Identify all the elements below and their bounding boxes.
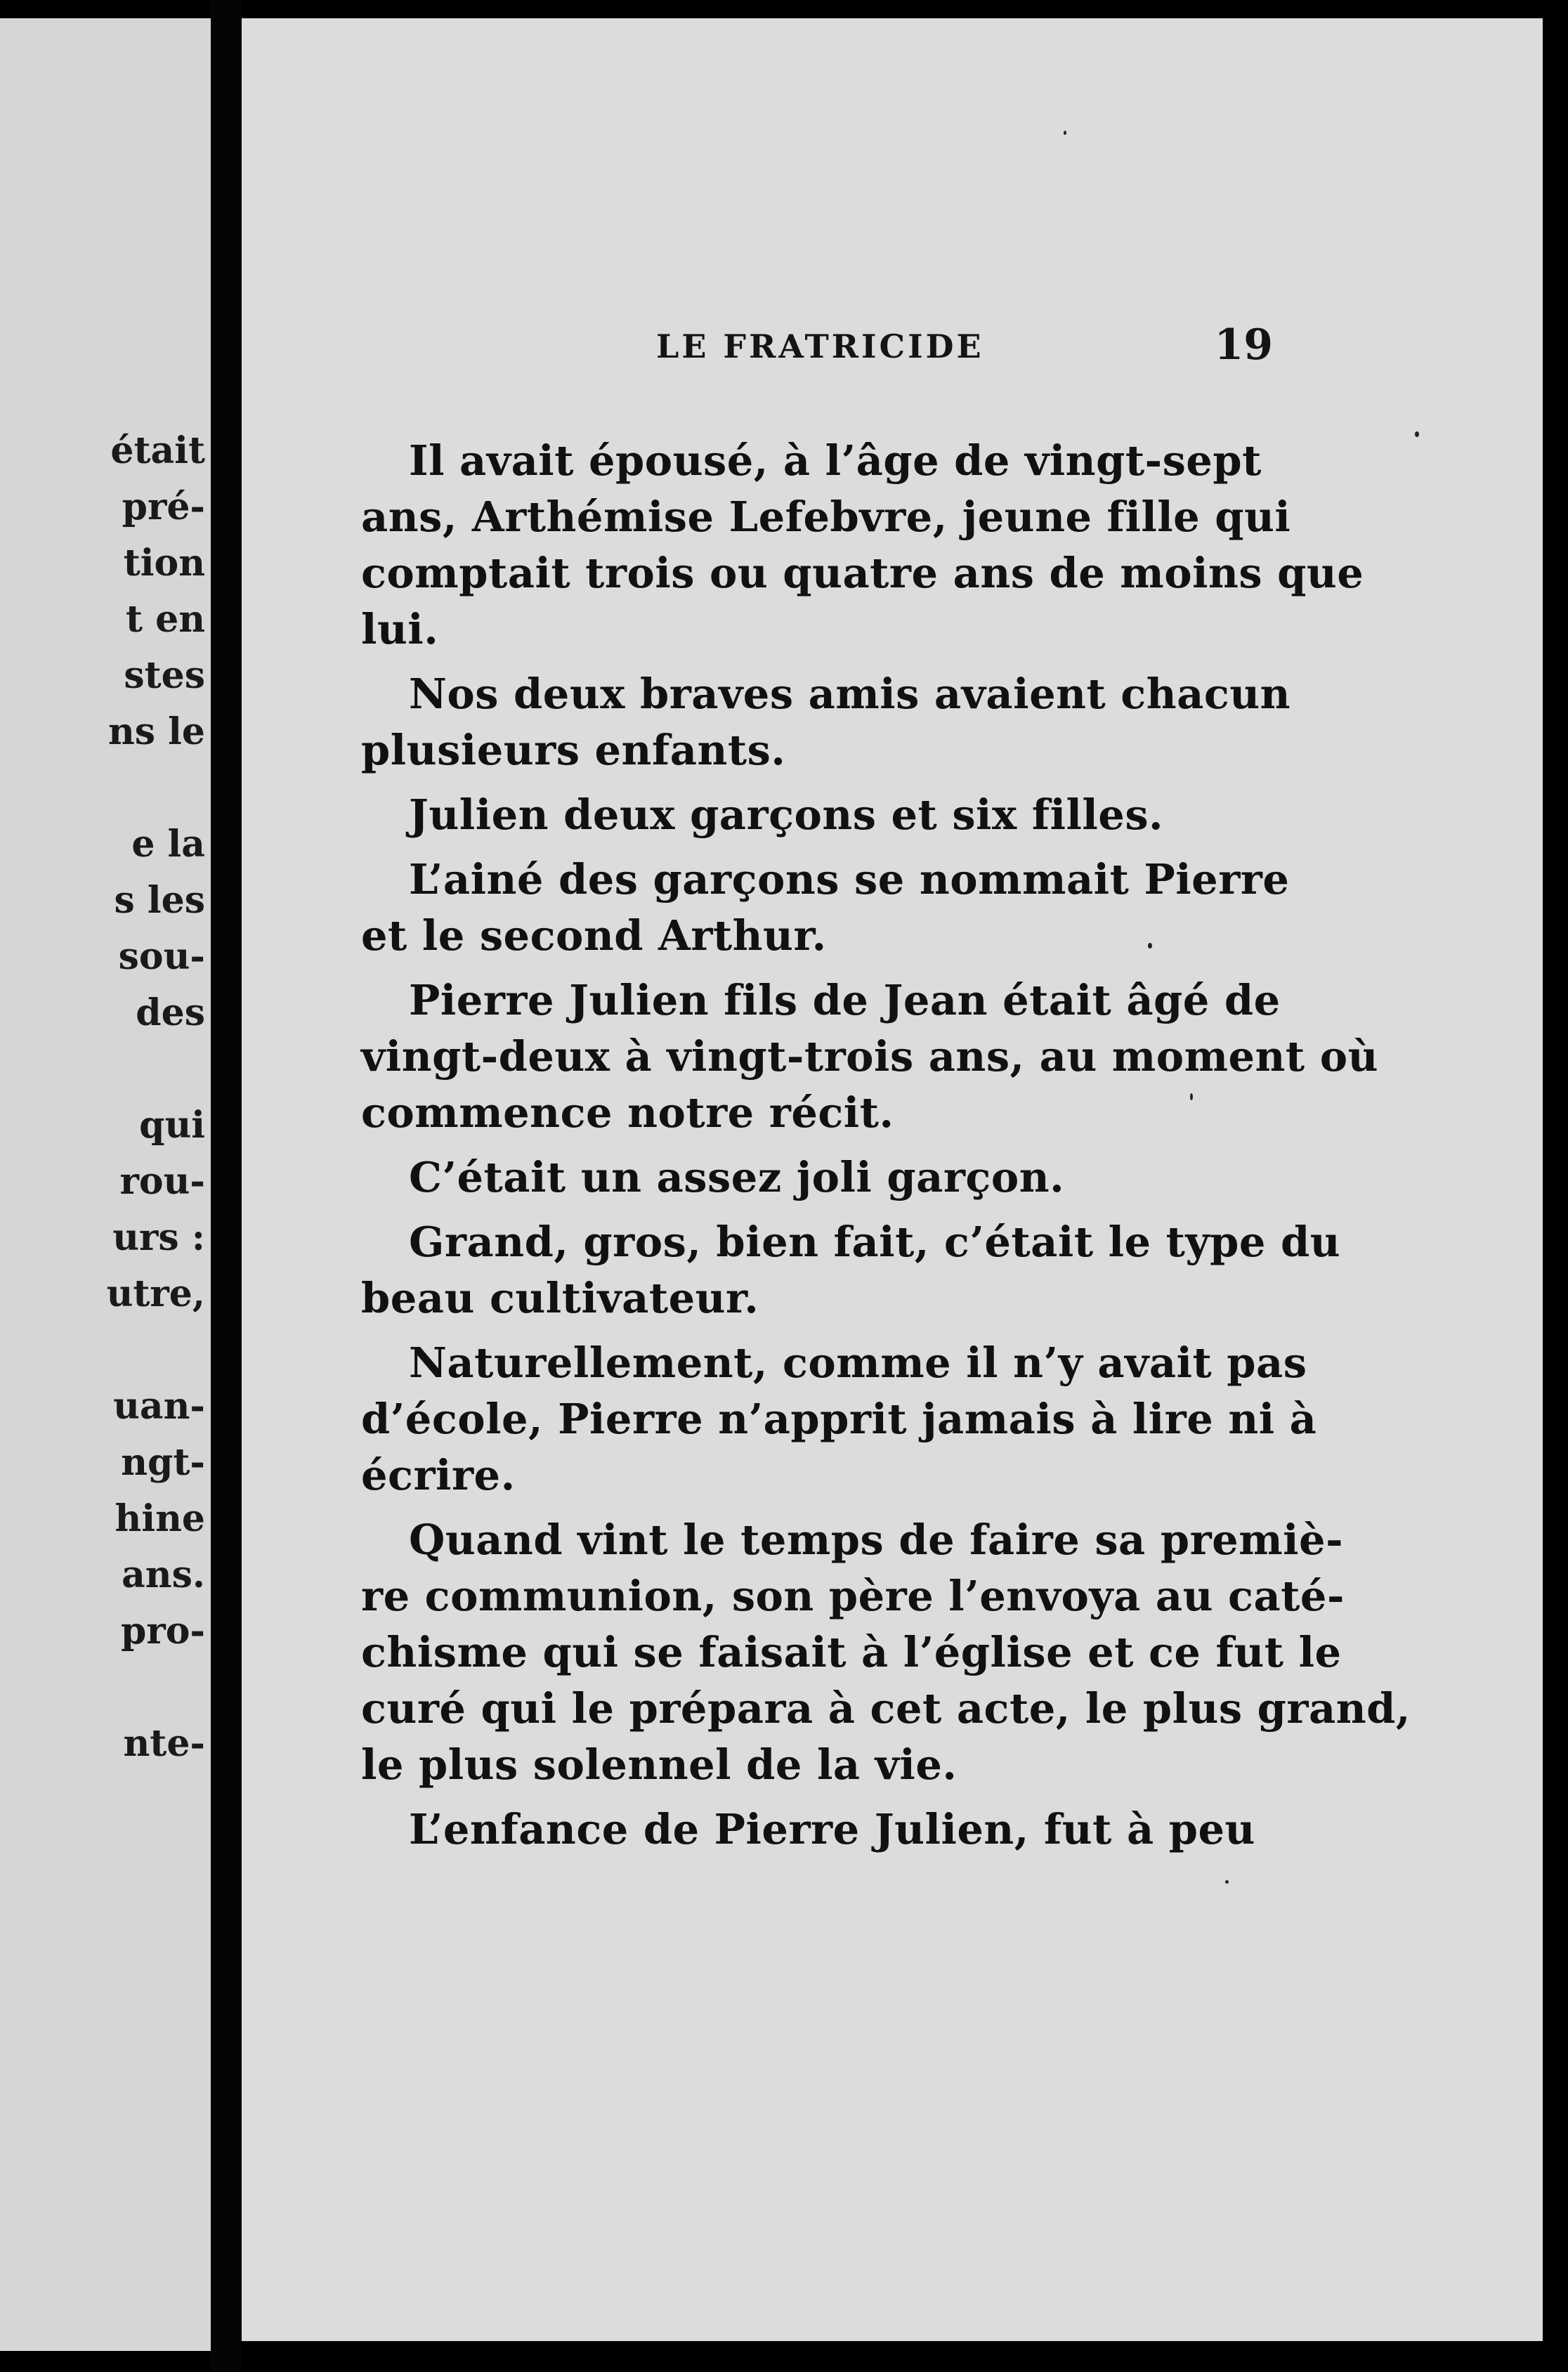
paper-speck	[1225, 1880, 1229, 1884]
main-page	[242, 18, 1543, 2341]
paragraph	[361, 1149, 1274, 1206]
left-page-line: nte-	[123, 1722, 205, 1765]
text-line: commence notre récit.	[361, 1088, 894, 1137]
text-line: L’enfance de Pierre Julien, fut à peu	[409, 1805, 1255, 1853]
text-line: curé qui le prépara à cet acte, le plus grand,	[361, 1684, 1411, 1733]
text-line: vingt-deux à vingt-trois ans, au moment où	[361, 1032, 1378, 1081]
text-line: plusieurs enfants.	[361, 726, 786, 774]
paper-speck	[1148, 943, 1152, 949]
paper-speck	[1190, 1093, 1193, 1100]
left-page-line: des	[136, 991, 205, 1034]
text-line: lui.	[361, 605, 439, 653]
text-line: chisme qui se faisait à l’église et ce fut le	[361, 1628, 1342, 1676]
left-page-line: stes	[124, 654, 205, 697]
paper-speck	[1415, 431, 1419, 437]
paragraph	[361, 1335, 1317, 1504]
text-line: beau cultivateur.	[361, 1274, 759, 1322]
left-page-line: urs :	[112, 1216, 205, 1259]
running-title: LE FRATRICIDE	[656, 327, 984, 365]
text-line: Naturellement, comme il n’y avait pas	[409, 1338, 1307, 1387]
left-page-line: hine	[115, 1497, 205, 1540]
paragraph	[361, 666, 1291, 778]
paragraph	[361, 852, 1290, 964]
book-gutter	[211, 0, 242, 2372]
text-line: comptait trois ou quatre ans de moins que	[361, 549, 1364, 597]
text-line: Il avait épousé, à l’âge de vingt-sept	[409, 436, 1262, 485]
left-page-line: ans.	[122, 1553, 205, 1596]
left-page-line: t en	[125, 598, 205, 641]
text-line: d’école, Pierre n’apprit jamais à lire ni à	[361, 1395, 1317, 1443]
paragraph	[361, 972, 1378, 1141]
left-page-line: qui	[139, 1104, 205, 1147]
text-line: Pierre Julien fils de Jean était âgé de	[409, 976, 1281, 1024]
text-line: et le second Arthur.	[361, 911, 827, 960]
paragraph	[361, 787, 1274, 843]
left-page-line: e la	[131, 823, 205, 866]
paragraph	[361, 1512, 1411, 1793]
text-line: Julien deux garçons et six filles.	[409, 790, 1164, 839]
text-line: C’était un assez joli garçon.	[409, 1153, 1065, 1201]
text-line: le plus solennel de la vie.	[361, 1740, 958, 1789]
left-page-line: était	[110, 429, 205, 472]
page-header	[242, 320, 1273, 384]
left-page-line: pro-	[120, 1610, 205, 1653]
left-facing-page	[0, 18, 211, 2351]
text-line: Quand vint le temps de faire sa premiè-	[409, 1516, 1344, 1564]
left-page-line: pré-	[122, 486, 205, 528]
text-line: Grand, gros, bien fait, c’était le type du	[409, 1218, 1341, 1266]
body-text	[361, 433, 1411, 1866]
left-page-line: tion	[123, 542, 205, 585]
left-page-line: ngt-	[121, 1441, 205, 1484]
left-page-line: sou-	[118, 935, 205, 978]
text-line: Nos deux braves amis avaient chacun	[409, 670, 1291, 718]
left-page-line: ns le	[107, 710, 205, 753]
text-line: re communion, son père l’envoya au caté-	[361, 1572, 1345, 1620]
paragraph	[361, 1214, 1341, 1327]
text-line: écrire.	[361, 1451, 516, 1499]
text-line: ans, Arthémise Lefebvre, jeune fille qui	[361, 493, 1291, 541]
paper-speck	[1064, 131, 1066, 135]
left-page-line: rou-	[119, 1160, 205, 1203]
text-line: L’ainé des garçons se nommait Pierre	[409, 855, 1290, 904]
page-number: 19	[1214, 320, 1273, 370]
paragraph	[361, 1801, 1274, 1858]
paragraph	[361, 433, 1364, 658]
left-page-line: utre,	[106, 1272, 205, 1315]
left-page-line: uan-	[113, 1385, 205, 1428]
left-page-line: s les	[114, 879, 205, 922]
